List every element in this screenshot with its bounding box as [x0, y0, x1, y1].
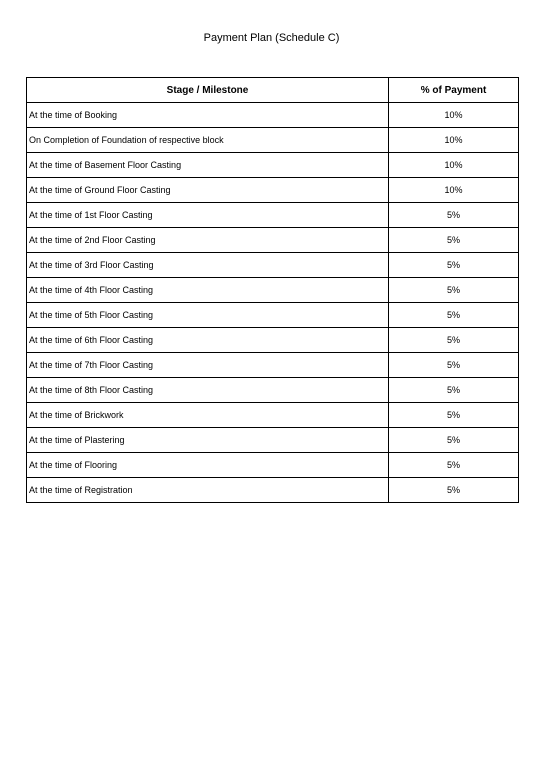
stage-cell: At the time of Registration: [27, 478, 389, 503]
table-row: [27, 328, 519, 353]
stage-cell: At the time of Flooring: [27, 453, 389, 478]
stage-cell: At the time of 8th Floor Casting: [27, 378, 389, 403]
payment-cell: 5%: [389, 253, 519, 278]
payment-cell: 5%: [389, 203, 519, 228]
table-row: [27, 178, 519, 203]
payment-cell: 10%: [389, 128, 519, 153]
table-row: [27, 478, 519, 503]
stage-cell: At the time of Ground Floor Casting: [27, 178, 389, 203]
page-title: Payment Plan (Schedule C): [203, 32, 340, 44]
stage-cell: At the time of Brickwork: [27, 403, 389, 428]
stage-cell: At the time of 7th Floor Casting: [27, 353, 389, 378]
table-row: [27, 228, 519, 253]
stage-cell: On Completion of Foundation of respective block: [27, 128, 389, 153]
stage-column-header: Stage / Milestone: [27, 78, 389, 103]
payment-cell: 5%: [389, 303, 519, 328]
stage-cell: At the time of 1st Floor Casting: [27, 203, 389, 228]
payment-plan-table: [26, 77, 519, 503]
stage-cell: At the time of Plastering: [27, 428, 389, 453]
payment-cell: 5%: [389, 478, 519, 503]
payment-cell: 5%: [389, 278, 519, 303]
payment-cell: 10%: [389, 103, 519, 128]
payment-cell: 5%: [389, 403, 519, 428]
table-row: [27, 403, 519, 428]
table-row: [27, 153, 519, 178]
stage-cell: At the time of 4th Floor Casting: [27, 278, 389, 303]
table-row: [27, 453, 519, 478]
table-header-row: [27, 78, 519, 103]
payment-cell: 5%: [389, 378, 519, 403]
table-row: [27, 303, 519, 328]
table-row: [27, 428, 519, 453]
payment-cell: 5%: [389, 353, 519, 378]
payment-cell: 5%: [389, 428, 519, 453]
payment-column-header: % of Payment: [389, 78, 519, 103]
stage-cell: At the time of 3rd Floor Casting: [27, 253, 389, 278]
stage-cell: At the time of Booking: [27, 103, 389, 128]
table-row: [27, 253, 519, 278]
payment-cell: 5%: [389, 453, 519, 478]
table-row: [27, 128, 519, 153]
stage-cell: At the time of 5th Floor Casting: [27, 303, 389, 328]
table-row: [27, 278, 519, 303]
table-row: [27, 353, 519, 378]
payment-cell: 5%: [389, 328, 519, 353]
payment-cell: 10%: [389, 153, 519, 178]
payment-cell: 10%: [389, 178, 519, 203]
stage-cell: At the time of 2nd Floor Casting: [27, 228, 389, 253]
table-row: [27, 203, 519, 228]
stage-cell: At the time of Basement Floor Casting: [27, 153, 389, 178]
payment-cell: 5%: [389, 228, 519, 253]
stage-cell: At the time of 6th Floor Casting: [27, 328, 389, 353]
table-row: [27, 103, 519, 128]
table-row: [27, 378, 519, 403]
